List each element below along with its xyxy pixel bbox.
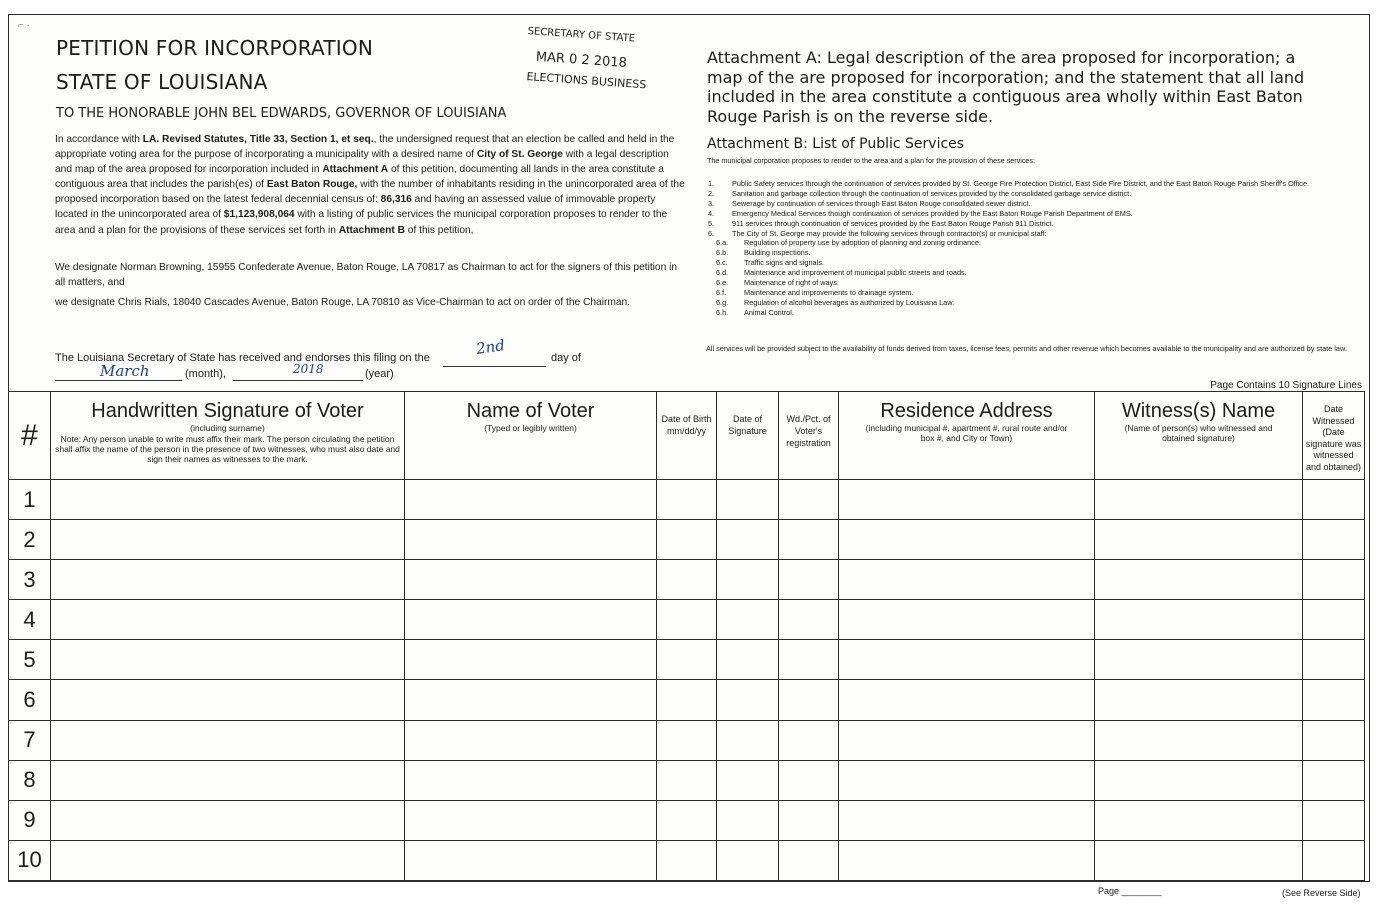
addressee: TO THE HONORABLE JOHN BEL EDWARDS, GOVERNOR OF LOUISIANA [56, 106, 507, 121]
see-reverse-note: (See Reverse Side) [1282, 888, 1361, 898]
dob-header: Date of Birth mm/dd/yy [657, 392, 717, 480]
date-signature-cell[interactable] [717, 800, 779, 840]
ward-cell[interactable] [779, 480, 839, 520]
row-number: 5 [9, 640, 51, 680]
signature-cell[interactable] [51, 720, 405, 760]
row-number: 2 [9, 520, 51, 560]
witness-header [1095, 392, 1303, 480]
witness-cell[interactable] [1095, 680, 1303, 720]
row-number: 1 [9, 480, 51, 520]
date-signature-cell[interactable] [717, 480, 779, 520]
date-witnessed-cell[interactable] [1303, 600, 1365, 640]
date-signature-cell[interactable] [717, 640, 779, 680]
address-cell[interactable] [839, 520, 1095, 560]
row-number-header: # [9, 392, 51, 480]
name-header [405, 392, 657, 480]
stamp-date: MAR 0 2 2018 [535, 49, 628, 71]
dob-cell[interactable] [657, 800, 717, 840]
signature-cell[interactable] [51, 800, 405, 840]
stamp-line3: ELECTIONS BUSINESS [526, 70, 647, 92]
signature-header-title: Handwritten Signature of Voter [91, 400, 364, 422]
dob-cell[interactable] [657, 480, 717, 520]
witness-header-title: Witness(s) Name [1121, 400, 1276, 422]
date-witnessed-cell[interactable] [1303, 760, 1365, 800]
service-item: 5. 911 services through continuation of services provided by the East Baton Rouge Parish 911 District. [708, 218, 1054, 228]
name-cell[interactable] [405, 840, 657, 880]
row-number: 6 [9, 680, 51, 720]
page-lines-note: Page Contains 10 Signature Lines [1210, 380, 1362, 391]
witness-cell[interactable] [1095, 520, 1303, 560]
date-signature-cell[interactable] [717, 760, 779, 800]
date-witnessed-cell[interactable] [1303, 720, 1365, 760]
address-cell[interactable] [839, 600, 1095, 640]
ward-cell[interactable] [779, 520, 839, 560]
form-title: PETITION FOR INCORPORATION [56, 36, 373, 60]
signature-row [9, 840, 1365, 880]
signature-cell[interactable] [51, 560, 405, 600]
service-item: 3. Sewerage by continuation of services through East Baton Rouge consolidated sewer district. [708, 198, 1031, 208]
date-signature-cell[interactable] [717, 560, 779, 600]
service-subitem: 6.e. Maintenance of right of ways. [716, 278, 839, 288]
address-cell[interactable] [839, 800, 1095, 840]
address-header-sub: (including municipal #, apartment #, rural route and/or box #, and City or Town) [865, 423, 1068, 443]
month-value: March [100, 362, 150, 380]
service-item: 2. Sanitation and garbage collection through the continuation of services provided by the consolidated garbage service district. [708, 188, 1132, 198]
attachment-b-title: Attachment B: List of Public Services [707, 136, 965, 152]
dob-cell[interactable] [657, 760, 717, 800]
endorsement-block [55, 336, 695, 384]
service-subitem: 6.a. Regulation of property use by adoption of planning and zoning ordinance. [716, 238, 981, 248]
date-witnessed-cell[interactable] [1303, 560, 1365, 600]
witness-header-sub: (Name of person(s) who witnessed and obtained signature) [1124, 423, 1273, 443]
dob-cell[interactable] [657, 640, 717, 680]
signature-row [9, 720, 1365, 760]
ward-cell[interactable] [779, 600, 839, 640]
signature-cell[interactable] [51, 640, 405, 680]
chairman-paragraph: We designate Norman Browning, 15955 Confederate Avenue, Baton Rouge, LA 70817 as Chairman to act for the signers of this petition in all matters, and [55, 262, 678, 289]
signature-cell[interactable] [51, 480, 405, 520]
date-witnessed-cell[interactable] [1303, 800, 1365, 840]
row-number: 8 [9, 760, 51, 800]
name-cell[interactable] [405, 560, 657, 600]
service-item: 6. The City of St. George may provide the following services through contractor(s) or municipal staff: [708, 228, 1047, 238]
scan-mark: ⌐ · [18, 20, 30, 31]
row-number: 7 [9, 720, 51, 760]
signature-row [9, 800, 1365, 840]
ward-cell[interactable] [779, 680, 839, 720]
dob-cell[interactable] [657, 520, 717, 560]
ward-cell[interactable] [779, 800, 839, 840]
signature-header [51, 392, 405, 480]
date-witnessed-cell[interactable] [1303, 520, 1365, 560]
service-subitem: 6.c. Traffic signs and signals. [716, 258, 824, 268]
signature-row [9, 480, 1365, 520]
attachment-a: Attachment A: Legal description of the area proposed for incorporation; a map of the are proposed for incorporation; and the statement that all land included in the area constitute a contiguous area wholly within East Baton Rouge Parish is on the reverse side. [707, 48, 1305, 126]
witness-cell[interactable] [1095, 600, 1303, 640]
date-witnessed-cell[interactable] [1303, 840, 1365, 880]
signature-table [8, 391, 1365, 881]
service-subitem: 6.b. Building inspections. [716, 248, 811, 258]
witness-cell[interactable] [1095, 800, 1303, 840]
signature-cell[interactable] [51, 680, 405, 720]
witness-cell[interactable] [1095, 720, 1303, 760]
vice-chairman-paragraph: we designate Chris Rials, 18040 Cascades Avenue, Baton Rouge, LA 70810 as Vice-Chairman to act on order of the Chairman. [55, 297, 630, 308]
date-witnessed-header: Date Witnessed (Date signature was witnessed and obtained) [1303, 392, 1365, 480]
stamp-line1: SECRETARY OF STATE [527, 26, 636, 45]
ward-precinct-header: Wd./Pct. of Voter's registration [779, 392, 839, 480]
name-cell[interactable] [405, 760, 657, 800]
witness-cell[interactable] [1095, 560, 1303, 600]
signature-row [9, 560, 1365, 600]
address-header [839, 392, 1095, 480]
dob-cell[interactable] [657, 600, 717, 640]
service-subitem: 6.h. Animal Control. [716, 307, 794, 317]
address-header-title: Residence Address [880, 400, 1053, 422]
date-witnessed-cell[interactable] [1303, 680, 1365, 720]
year-value: 2018 [293, 362, 324, 376]
ward-cell[interactable] [779, 640, 839, 680]
name-cell[interactable] [405, 800, 657, 840]
ward-cell[interactable] [779, 760, 839, 800]
signature-row [9, 600, 1365, 640]
month-label: (month), [185, 368, 226, 380]
service-item: 4. Emergency Medical Services though continuation of services provided by the East Baton Rouge Parish Department of EMS. [708, 208, 1133, 218]
signature-row [9, 640, 1365, 680]
date-signature-cell[interactable] [717, 600, 779, 640]
address-cell[interactable] [839, 560, 1095, 600]
address-cell[interactable] [839, 680, 1095, 720]
dob-cell[interactable] [657, 680, 717, 720]
ward-cell[interactable] [779, 560, 839, 600]
row-number: 10 [9, 840, 51, 880]
form-state: STATE OF LOUISIANA [56, 70, 268, 94]
page-number-field: Page ________ [1098, 886, 1162, 896]
row-number: 3 [9, 560, 51, 600]
ward-cell[interactable] [779, 840, 839, 880]
signature-row [9, 680, 1365, 720]
witness-cell[interactable] [1095, 640, 1303, 680]
name-header-sub: (Typed or legibly written) [484, 423, 577, 433]
dob-cell[interactable] [657, 720, 717, 760]
service-item: 1. Public Safety services through the continuation of services provided by St. George Fire Protection District, East Side Fire District, and the East Baton Rouge Parish Sheriff's Office. [708, 179, 1310, 188]
signature-header-sub: (including surname) [190, 423, 265, 433]
name-cell[interactable] [405, 600, 657, 640]
address-cell[interactable] [839, 640, 1095, 680]
date-signature-cell[interactable] [717, 520, 779, 560]
year-label: (year) [365, 368, 394, 380]
signature-cell[interactable] [51, 840, 405, 880]
name-cell[interactable] [405, 520, 657, 560]
service-subitem: 6.g. Regulation of alcohol beverages as authorized by Louisiana Law. [716, 297, 955, 307]
date-witnessed-cell[interactable] [1303, 480, 1365, 520]
signature-cell[interactable] [51, 600, 405, 640]
date-signature-cell[interactable] [717, 840, 779, 880]
name-cell[interactable] [405, 480, 657, 520]
attachment-b-intro: The municipal corporation proposes to render to the area and a plan for the provision of these services: [707, 156, 1036, 165]
witness-cell[interactable] [1095, 480, 1303, 520]
address-cell[interactable] [839, 760, 1095, 800]
service-subitem: 6.d. Maintenance and improvement of municipal public streets and roads. [716, 268, 967, 278]
address-cell[interactable] [839, 480, 1095, 520]
date-signature-cell[interactable] [717, 720, 779, 760]
day-value: 2nd [474, 336, 506, 358]
signature-row [9, 520, 1365, 560]
address-cell[interactable] [839, 840, 1095, 880]
ward-cell[interactable] [779, 720, 839, 760]
row-number: 4 [9, 600, 51, 640]
row-number: 9 [9, 800, 51, 840]
date-signature-header: Date of Signature [717, 392, 779, 480]
name-cell[interactable] [405, 640, 657, 680]
day-of-label: day of [551, 352, 581, 364]
service-subitem: 6.f. Maintenance and improvements to drainage system. [716, 287, 914, 297]
services-footnote: All services will be provided subject to the availability of funds derived from taxes, license fees, permits and other revenue which becomes available to the municipality and are authorized by state law. [706, 344, 1347, 353]
petition-paragraph: In accordance with LA. Revised Statutes, Title 33, Section 1, et seq., the undersigned request that an election be called and held in the appropriate voting area for the purpose of incorporating a municipality with a desired name of City of St. George with a legal description and map of the area proposed for incorporation included in Attachment A of this petition, documenting all lands in the area constitute a contiguous area that includes the parish(es) of East Baton Rouge, with the number of inhabitants residing in the unincorporated area of the proposed incorporation based on the latest federal decennial census of: 86,316 and having an assessed value of immovable property located in the unincorporated area of $1,123,908,064 with a listing of public services the municipal corporation proposes to render to the area and a plan for the provisions of these services set forth in Attachment B of this petition, [55, 134, 685, 236]
signature-header-note: Note: Any person unable to write must affix their mark. The person circulating the petition shall affix the name of the person in the presence of two witnesses, who must also date and sign their names as witnesses to the mark. [55, 434, 400, 464]
date-signature-cell[interactable] [717, 680, 779, 720]
address-cell[interactable] [839, 720, 1095, 760]
signature-cell[interactable] [51, 760, 405, 800]
services-list [708, 179, 1358, 318]
date-witnessed-cell[interactable] [1303, 640, 1365, 680]
dob-cell[interactable] [657, 560, 717, 600]
dob-cell[interactable] [657, 840, 717, 880]
witness-cell[interactable] [1095, 840, 1303, 880]
name-header-title: Name of Voter [466, 400, 595, 422]
witness-cell[interactable] [1095, 760, 1303, 800]
signature-cell[interactable] [51, 520, 405, 560]
name-cell[interactable] [405, 680, 657, 720]
endorsement-text: The Louisiana Secretary of State has received and endorses this filing on the [55, 352, 430, 364]
signature-row [9, 760, 1365, 800]
name-cell[interactable] [405, 720, 657, 760]
received-stamp [524, 26, 648, 91]
